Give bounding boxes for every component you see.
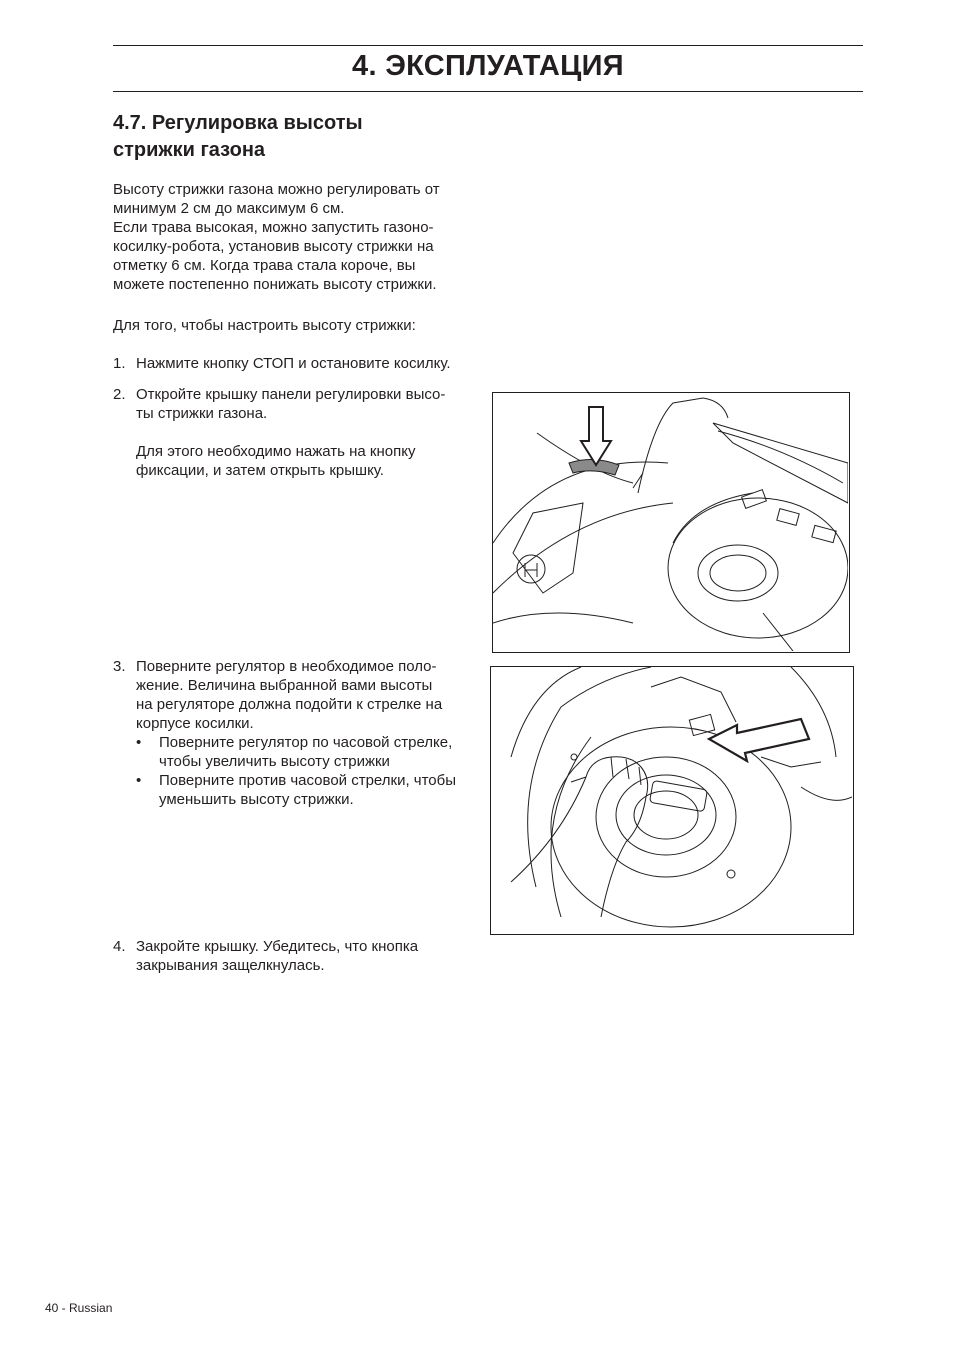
- chapter-title: 4. ЭКСПЛУАТАЦИЯ: [352, 50, 624, 82]
- step-number: 4.: [113, 938, 126, 955]
- bullet-item: [136, 771, 493, 809]
- page-footer: 40 - Russian: [45, 1301, 113, 1315]
- dial-adjust-illustration: [491, 667, 852, 933]
- left-arrow-icon: [709, 719, 809, 761]
- text-line: Высоту стрижки газона можно регулировать от: [113, 181, 440, 198]
- step-text-line: ты стрижки газона.: [136, 405, 268, 422]
- step-text-line: Нажмите кнопку СТОП и остановите косилку.: [136, 355, 451, 372]
- step-number: 2.: [113, 386, 126, 403]
- step-text-line: жение. Величина выбранной вами высоты: [136, 677, 433, 694]
- intro-paragraph: [113, 180, 483, 294]
- figure-open-cover: [492, 392, 850, 653]
- section-title-line: стрижки газона: [113, 139, 266, 161]
- step-2: [113, 385, 483, 480]
- step-note-line: Для этого необходимо нажать на кнопку: [136, 443, 416, 460]
- step-1: [113, 354, 483, 373]
- section-title: [113, 110, 473, 164]
- text-line: минимум 2 см до максимум 6 см.: [113, 200, 345, 217]
- bullet-text-line: уменьшить высоту стрижки.: [159, 791, 354, 808]
- bullet-item: [136, 733, 493, 771]
- step-text-line: на регуляторе должна подойти к стрелке на: [136, 696, 443, 713]
- step-text-line: Закройте крышку. Убедитесь, что кнопка: [136, 938, 419, 955]
- step-number: 1.: [113, 355, 126, 372]
- text-line: можете постепенно понижать высоту стрижки.: [113, 276, 437, 293]
- step-text-line: корпусе косилки.: [136, 715, 254, 732]
- lead-text: Для того, чтобы настроить высоту стрижки:: [113, 317, 416, 334]
- step-text-line: Поверните регулятор в необходимое поло-: [136, 658, 437, 675]
- bullet-marker: •: [136, 772, 142, 789]
- section-title-line: 4.7. Регулировка высоты: [113, 112, 363, 134]
- down-arrow-icon: [581, 407, 611, 465]
- step-note-line: фиксации, и затем открыть крышку.: [136, 462, 384, 479]
- step-number: 3.: [113, 658, 126, 675]
- bullet-text-line: Поверните против часовой стрелки, чтобы: [159, 772, 457, 789]
- header-rule-top: [113, 45, 863, 46]
- text-line: косилку-робота, установив высоту стрижки на: [113, 238, 434, 255]
- header-rule-bottom: [113, 91, 863, 92]
- bullet-list: [136, 733, 493, 809]
- step-text-line: Откройте крышку панели регулировки высо-: [136, 386, 446, 403]
- bullet-text-line: Поверните регулятор по часовой стрелке,: [159, 734, 453, 751]
- figure-turn-dial: [490, 666, 854, 935]
- bullet-marker: •: [136, 734, 142, 751]
- step-text-line: закрывания защелкнулась.: [136, 957, 325, 974]
- step-4: [113, 937, 483, 975]
- mower-cover-illustration: [493, 393, 848, 651]
- text-line: отметку 6 см. Когда трава стала короче, вы: [113, 257, 416, 274]
- text-line: Если трава высокая, можно запустить газоно-: [113, 219, 434, 236]
- step-3: [113, 657, 493, 809]
- bullet-text-line: чтобы увеличить высоту стрижки: [159, 753, 390, 770]
